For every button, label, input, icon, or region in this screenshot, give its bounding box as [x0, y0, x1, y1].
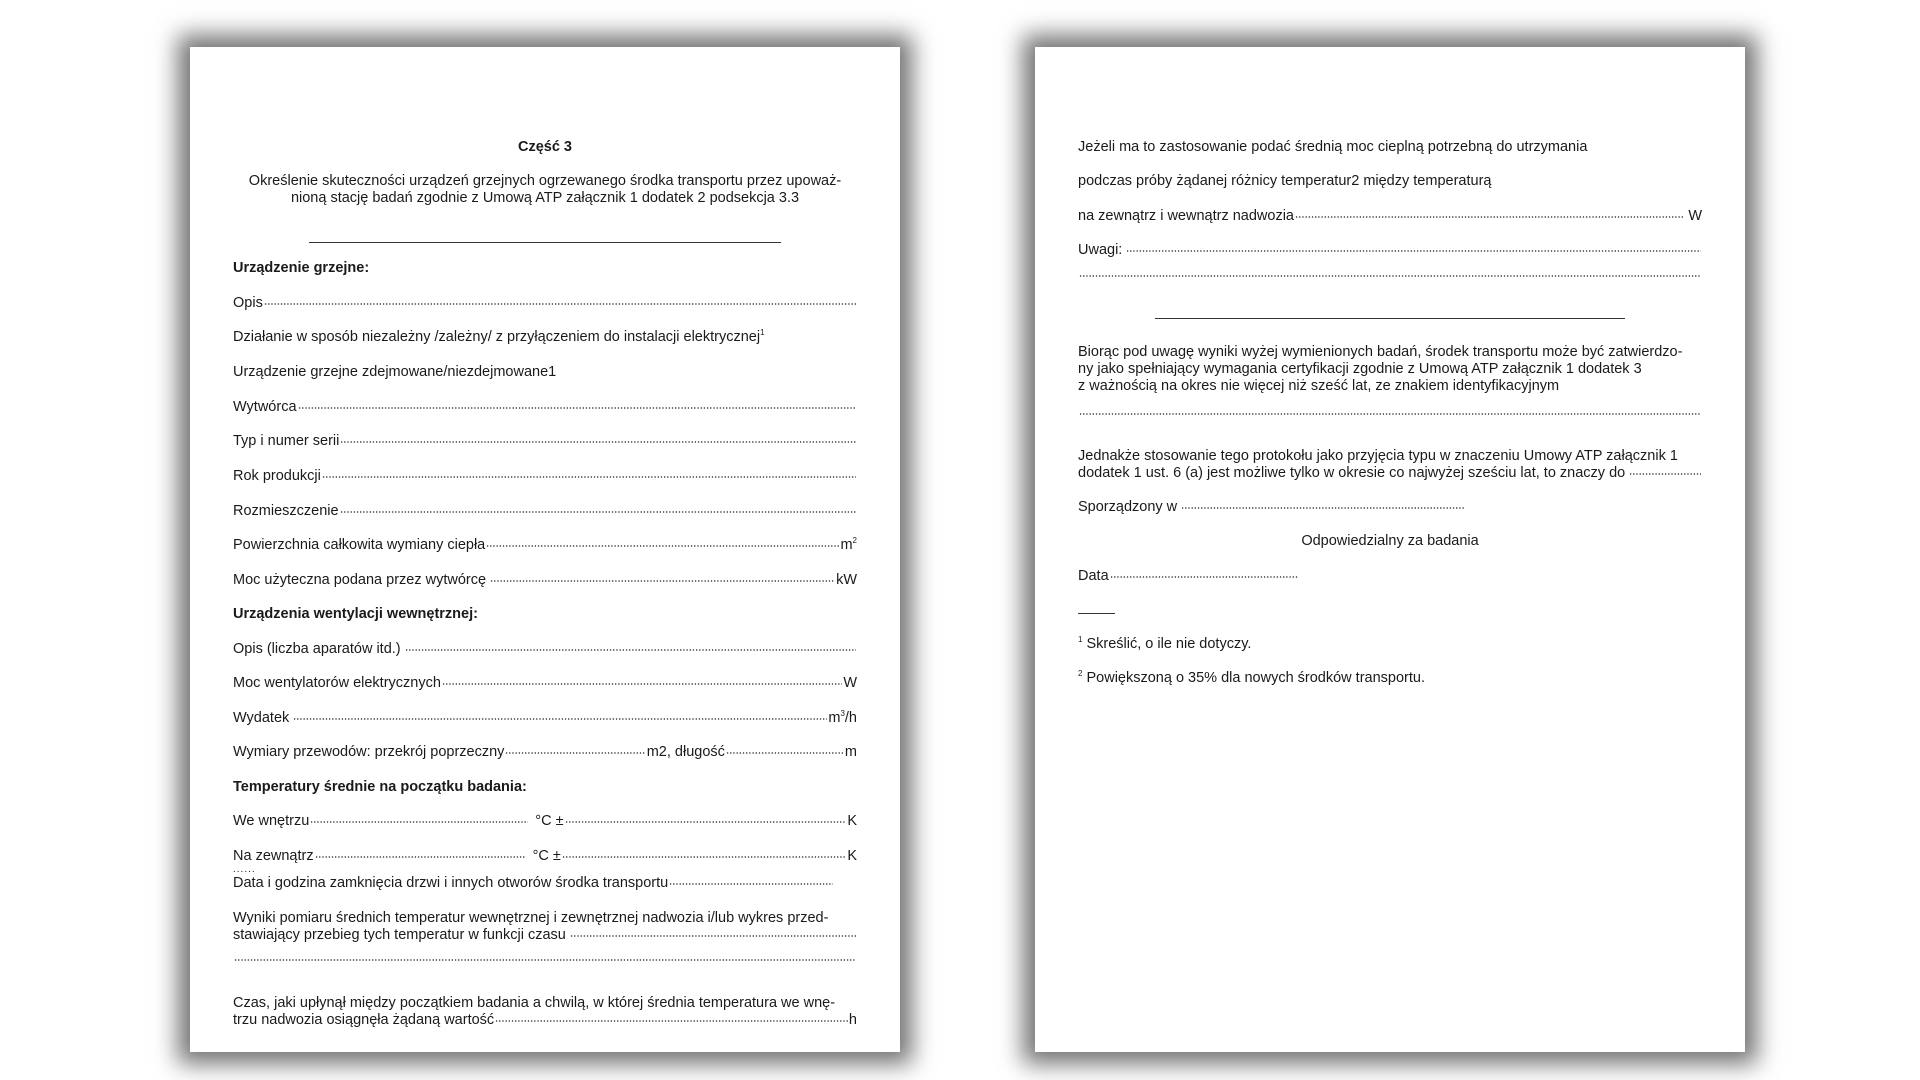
field-valid-until[interactable] [1078, 465, 1702, 482]
cert-line-1: Biorąc pod uwagę wyniki wyżej wymienionych badań, środek transportu może być zatwierdzo- [1078, 344, 1683, 360]
field-label: We wnętrzu [233, 813, 310, 829]
fill-dots [315, 856, 526, 858]
field-wydatek[interactable] [233, 710, 857, 727]
field-label: Powierzchnia całkowita wymiany ciepła [233, 537, 486, 553]
fill-dots [1079, 275, 1701, 277]
field-label: dodatek 1 ust. 6 (a) jest możliwe tylko w okresie co najwyżej sześciu lat, to znaczy do [1078, 465, 1626, 481]
field-zdejmowane: Urządzenie grzejne zdejmowane/niezdejmowane1 [233, 364, 557, 380]
field-powierzchnia[interactable] [233, 537, 857, 554]
intro-line-2: nioną stację badań zgodnie z Umową ATP załącznik 1 dodatek 2 podsekcja 3.3 [290, 190, 800, 206]
field-opis-vent[interactable] [233, 641, 857, 658]
degree-label: °C ± [535, 813, 564, 829]
cert-line-3: z ważnością na okres nie więcej niż sześć lat, ze znakiem identyfikacyjnym [1078, 378, 1560, 394]
field-wyniki-blank[interactable] [233, 961, 857, 963]
field-label-length: m2, długość [646, 744, 725, 760]
field-opis[interactable] [233, 295, 857, 312]
fill-dots [264, 303, 856, 305]
unit-label: K [847, 848, 857, 864]
field-label: Opis [233, 295, 263, 311]
footnote-text: Skreślić, o ile nie dotyczy. [1082, 636, 1252, 652]
unit-label: h [848, 1012, 857, 1028]
field-uwagi-blank[interactable] [1078, 277, 1702, 279]
fill-dots [298, 407, 856, 409]
stray-dots: ...... [233, 864, 256, 875]
field-czas[interactable] [233, 1012, 857, 1029]
fill-dots [669, 883, 833, 885]
field-rok[interactable] [233, 468, 857, 485]
field-moc-went[interactable] [233, 675, 857, 692]
footnote-text: Powiększoną o 35% dla nowych środków transportu. [1082, 670, 1425, 686]
fill-dots-cross-section [505, 752, 645, 754]
field-wymiary[interactable] [233, 744, 857, 761]
field-data-godzina[interactable] [233, 875, 834, 892]
fill-dots [310, 821, 528, 823]
field-wytworca[interactable] [233, 399, 857, 416]
responsible-label: Odpowiedzialny za badania [1301, 533, 1479, 549]
unit-label: W [1688, 208, 1702, 224]
czas-line-1: Czas, jaki upłynął między początkiem badania a chwilą, w której średnia temperatura we wnę- [233, 995, 836, 1011]
fill-dots [340, 511, 856, 513]
fill-dots [495, 1020, 848, 1022]
fill-dots [565, 821, 847, 823]
footnote-1 [1078, 636, 1702, 653]
field-label: trzu nadwozia osiągnęła żądaną wartość [233, 1012, 495, 1028]
field-sporzadzony[interactable] [1078, 499, 1702, 516]
separator-line [1155, 318, 1625, 319]
fill-dots [340, 441, 856, 443]
field-label: Rok produkcji [233, 468, 321, 484]
fill-dots [322, 476, 856, 478]
field-label: Wymiary przewodów: przekrój poprzeczny [233, 744, 505, 760]
footnote-separator [1078, 613, 1115, 614]
mean-power-line-2: podczas próby żądanej różnicy temperatur2 między temperaturą [1078, 173, 1492, 189]
unit-label: W [843, 675, 857, 691]
field-rozmieszczenie[interactable] [233, 503, 857, 520]
footnote-2 [1078, 670, 1702, 687]
field-label: Typ i numer serii [233, 433, 340, 449]
fill-dots [1079, 413, 1701, 415]
field-moc[interactable] [233, 572, 857, 589]
fill-dots [293, 718, 827, 720]
footnote-mark: 1 [760, 328, 765, 338]
fill-dots [1110, 576, 1298, 578]
part-heading: Część 3 [517, 139, 572, 155]
fill-dots [442, 683, 842, 685]
fill-dots [490, 580, 835, 582]
field-label: Sporządzony w [1078, 499, 1178, 515]
fill-dots [486, 545, 839, 547]
field-label: Rozmieszczenie [233, 503, 339, 519]
section-temperatures: Temperatury średnie na początku badania: [233, 779, 527, 795]
degree-label: °C ± [532, 848, 561, 864]
field-uwagi[interactable] [1078, 242, 1702, 259]
fill-dots [1126, 250, 1701, 252]
field-label: Moc wentylatorów elektrycznych [233, 675, 441, 691]
footnote-mark: 1 [1078, 635, 1083, 645]
fill-dots [1629, 473, 1701, 475]
fill-dots [405, 649, 856, 651]
mean-power-line-1: Jeżeli ma to zastosowanie podać średnią moc cieplną potrzebną do utrzymania [1078, 139, 1588, 155]
field-label: Wytwórca [233, 399, 297, 415]
field-label: stawiający przebieg tych temperatur w funkcji czasu [233, 927, 566, 943]
unit-label: $m^2$ [840, 536, 857, 553]
form-page-right [1035, 47, 1745, 1052]
field-label: Na zewnątrz [233, 848, 314, 864]
unit-label: $m^3/h$ [828, 709, 857, 726]
jednak-line-1: Jednakże stosowanie tego protokołu jako przyjęcia typu w znaczeniu Umowy ATP załącznik 1 [1078, 448, 1678, 464]
field-label: Opis (liczba aparatów itd.) [233, 641, 401, 657]
unit-label: m [844, 744, 857, 760]
form-page-left [190, 47, 900, 1052]
unit-label: K [847, 813, 857, 829]
fill-dots [1181, 507, 1465, 509]
cert-line-2: ny jako spełniający wymagania certyfikacji zgodnie z Umową ATP załącznik 1 dodatek 3 [1078, 361, 1642, 377]
footnote-mark: 2 [1078, 669, 1083, 679]
field-mean-power[interactable] [1078, 208, 1702, 225]
field-label: na zewnątrz i wewnątrz nadwozia [1078, 208, 1294, 224]
field-label: Data i godzina zamknięcia drzwi i innych otworów środka transportu [233, 875, 669, 891]
field-label: Moc użyteczna podana przez wytwórcę [233, 572, 487, 588]
fill-dots [562, 856, 846, 858]
fill-dots [234, 959, 856, 961]
fill-dots-length [726, 752, 844, 754]
field-wyniki[interactable] [233, 927, 857, 944]
field-label: Wydatek [233, 710, 290, 726]
field-identification-mark[interactable] [1078, 415, 1702, 417]
field-label: Uwagi: [1078, 242, 1123, 258]
unit-label: kW [836, 572, 857, 588]
field-typ[interactable] [233, 433, 857, 450]
intro-line-1: Określenie skuteczności urządzeń grzejnych ogrzewanego środka transportu przez upoważ- [248, 173, 842, 189]
field-label: Data [1078, 568, 1109, 584]
section-ventilation: Urządzenia wentylacji wewnętrznej: [233, 606, 478, 622]
separator-line [309, 242, 781, 243]
section-heating-device: Urządzenie grzejne: [233, 260, 370, 276]
field-dzialanie [233, 329, 857, 346]
field-label: Działanie w sposób niezależny /zależny/ z przyłączeniem do instalacji elektrycznej [233, 329, 761, 345]
fill-dots [570, 935, 856, 937]
field-data[interactable] [1078, 568, 1702, 585]
field-we-wnetrzu[interactable] [233, 813, 857, 830]
wyniki-line-1: Wyniki pomiaru średnich temperatur wewnętrznej i zewnętrznej nadwozia i/lub wykres przed- [233, 910, 829, 926]
fill-dots [1295, 216, 1683, 218]
